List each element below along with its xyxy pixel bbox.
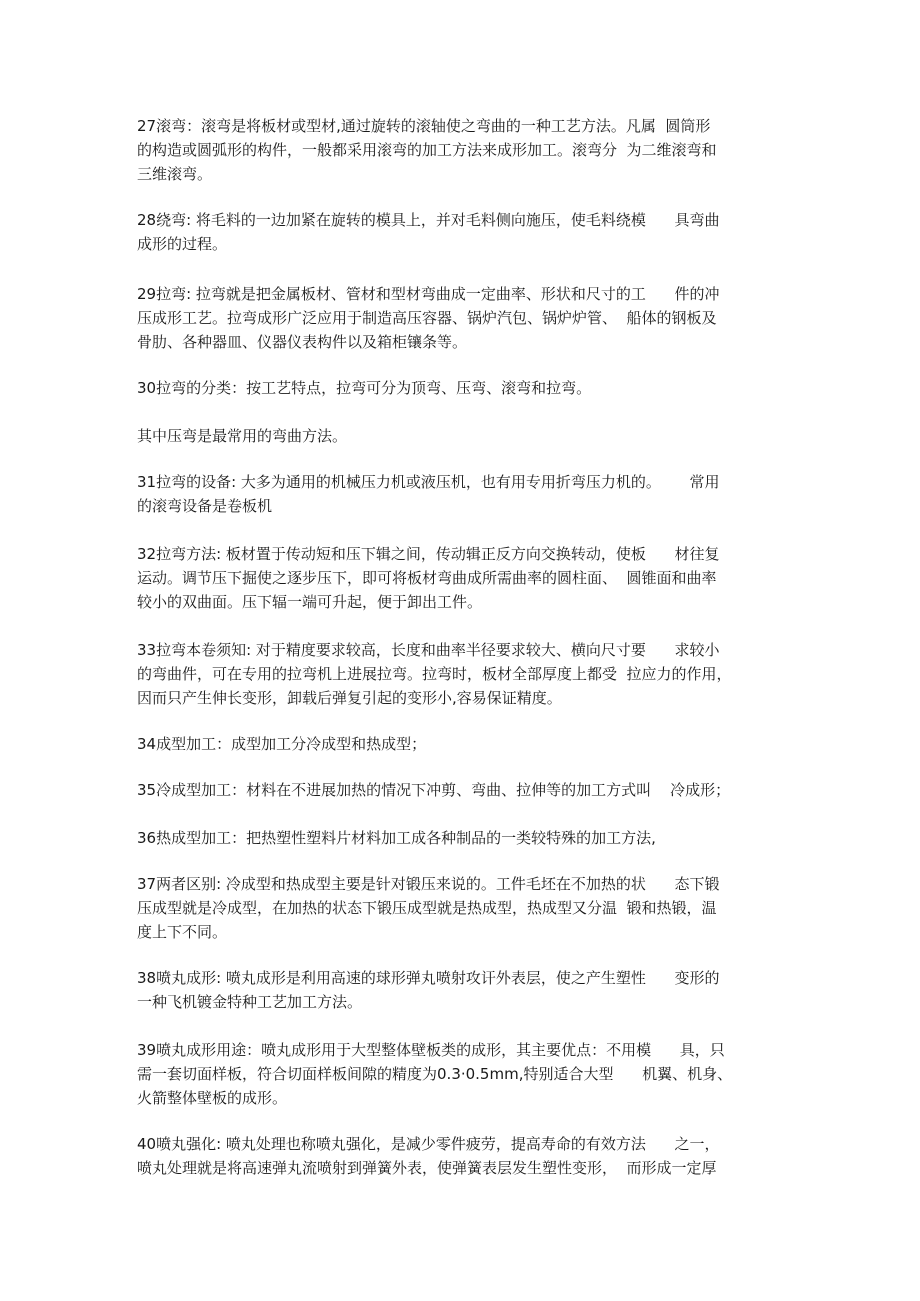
text-line: 运动。调节压下掘使之逐步压下，即可将板材弯曲成所需曲率的圆柱面、 圆锥面和曲率 xyxy=(137,569,717,587)
text-line: 34成型加工：成型加工分冷成型和热成型； xyxy=(137,735,427,753)
paragraph-29-stretch-bending xyxy=(137,282,787,354)
text-line: 39喷丸成形用途：喷丸成形用于大型整体壁板类的成形，其主要优点：不用模 具，只 xyxy=(137,1041,725,1059)
text-line: 度上下不同。 xyxy=(137,923,228,941)
paragraph-35-cold-forming xyxy=(137,778,787,802)
paragraph-38-shot-peen-forming xyxy=(137,966,787,1014)
text-line: 35冷成型加工：材料在不进展加热的情况下冲剪、弯曲、拉伸等的加工方式叫 冷成形； xyxy=(137,781,731,799)
text-line: 三维滚弯。 xyxy=(137,165,213,183)
paragraph-30-note xyxy=(137,424,787,448)
paragraph-30-classification xyxy=(137,376,787,400)
text-line: 37两者区别: 冷成型和热成型主要是针对锻压来说的。工件毛坯在不加热的状 态下锻 xyxy=(137,875,720,893)
text-line: 压成型就是冷成型，在加热的状态下锻压成型就是热成型，热成型又分温 锻和热锻，温 xyxy=(137,899,717,917)
text-line: 的弯曲件，可在专用的拉弯机上进展拉弯。拉弯时，板材全部厚度上都受 拉应力的作用， xyxy=(137,665,732,683)
paragraph-34-forming xyxy=(137,732,787,756)
text-line: 29拉弯: 拉弯就是把金属板材、管材和型材弯曲成一定曲率、形状和尺寸的工 件的冲 xyxy=(137,285,720,303)
text-line: 较小的双曲面。压下辐一端可升起，便于卸出工件。 xyxy=(137,593,483,611)
text-line: 的滚弯设备是卷板机 xyxy=(137,497,273,515)
paragraph-27-roll-bending xyxy=(137,114,787,186)
paragraph-31-equipment xyxy=(137,470,787,518)
text-line: 30拉弯的分类：按工艺特点，拉弯可分为顶弯、压弯、滚弯和拉弯。 xyxy=(137,379,592,397)
paragraph-28-wrap-bending xyxy=(137,208,787,256)
paragraph-36-thermoforming xyxy=(137,826,787,850)
text-line: 38喷丸成形: 喷丸成形是利用高速的球形弹丸喷射攻讦外表层，使之产生塑性 变形的 xyxy=(137,969,720,987)
paragraph-39-shot-peen-use xyxy=(137,1038,787,1110)
paragraph-37-difference xyxy=(137,872,787,944)
text-line: 的构造或圆弧形的构件，一般都采用滚弯的加工方法来成形加工。滚弯分 为二维滚弯和 xyxy=(137,141,717,159)
text-line: 骨肋、各种器皿、仪器仪表构件以及箱柜镶条等。 xyxy=(137,333,468,351)
text-line: 36热成型加工：把热塑性塑料片材料加工成各种制品的一类较特殊的加工方法, xyxy=(137,829,656,847)
text-line: 33拉弯本卷须知: 对于精度要求较高，长度和曲率半径要求较大、横向尺寸要 求较小 xyxy=(137,641,720,659)
text-line: 32拉弯方法: 板材置于传动短和压下辑之间，传动辑正反方向交换转动，使板 材往复 xyxy=(137,545,720,563)
text-line: 需一套切面样板，符合切面样板间隙的精度为0.3·0.5mm,特别适合大型 机翼、机身、 xyxy=(137,1065,733,1083)
text-line: 喷丸处理就是将高速弹丸流喷射到弹簧外表，使弹簧表层发生塑性变形， 而形成一定厚 xyxy=(137,1159,717,1177)
paragraph-40-shot-peening xyxy=(137,1132,787,1180)
text-line: 压成形工艺。拉弯成形广泛应用于制造高压容器、锅炉汽包、锅炉炉管、 船体的钢板及 xyxy=(137,309,717,327)
text-line: 其中压弯是最常用的弯曲方法。 xyxy=(137,427,348,445)
text-line: 27滚弯：滚弯是将板材或型材,通过旋转的滚轴使之弯曲的一种工艺方法。凡属 圆筒形 xyxy=(137,117,711,135)
text-line: 31拉弯的设备: 大多为通用的机械压力机或液压机，也有用专用折弯压力机的。 常用 xyxy=(137,473,720,491)
text-line: 火箭整体壁板的成形。 xyxy=(137,1089,288,1107)
text-line: 28绕弯: 将毛料的一边加紧在旋转的模具上，并对毛料侧向施压，使毛料绕模 具弯曲 xyxy=(137,211,720,229)
text-line: 成形的过程。 xyxy=(137,235,228,253)
paragraph-32-method xyxy=(137,542,787,614)
paragraph-33-notes xyxy=(137,638,787,710)
text-line: 因而只产生伸长变形，卸载后弹复引起的变形小,容易保证精度。 xyxy=(137,689,562,707)
text-line: 一种飞机镀金特种工艺加工方法。 xyxy=(137,993,363,1011)
text-line: 40喷丸强化: 喷丸处理也称喷丸强化，是减少零件疲劳，提高寿命的有效方法 之一， xyxy=(137,1135,720,1153)
